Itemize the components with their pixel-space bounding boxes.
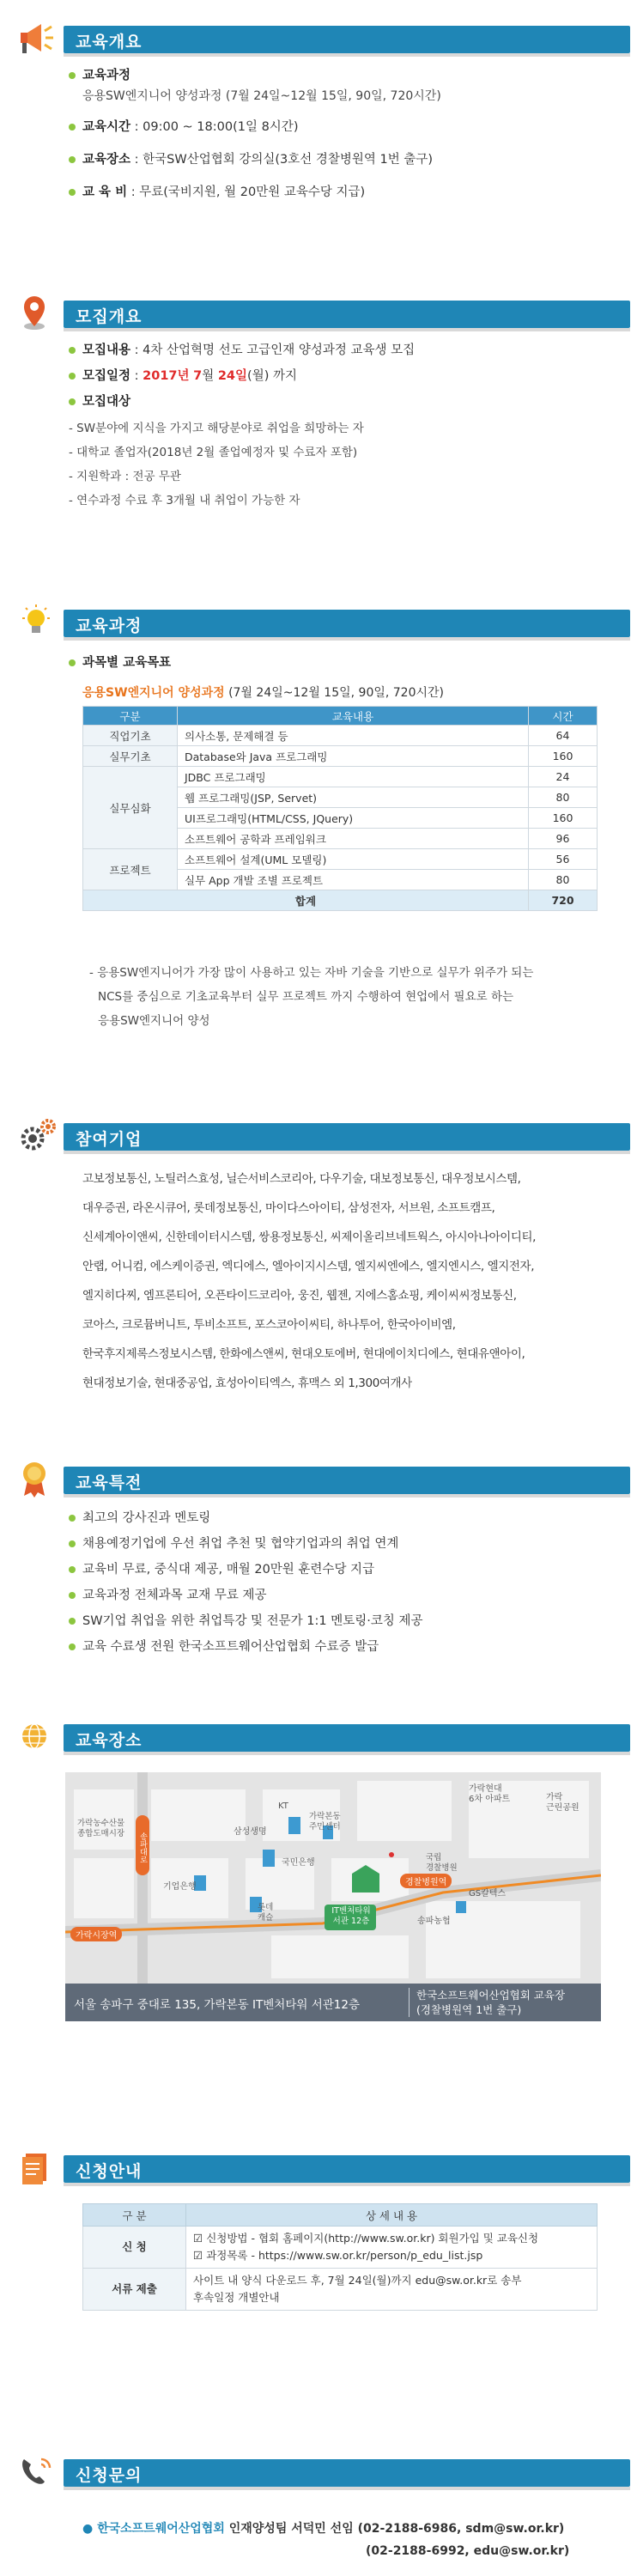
hours-cell: 80: [529, 787, 598, 808]
category-cell: 직업기초: [83, 726, 178, 746]
phone-icon: [15, 2452, 64, 2490]
map-label-garak-apt: 가락현대 6차 아파트: [469, 1784, 511, 1804]
recruit-target-label: 모집대상: [82, 395, 131, 409]
benefits-header: [15, 1460, 616, 1494]
col-header: 구분: [83, 707, 178, 726]
location-title-bar: [64, 1724, 630, 1752]
company-line: 현대정보기술, 현대중공업, 효성아이티엑스, 휴맥스 외 1,300여개사: [82, 1376, 412, 1390]
total-value: 720: [529, 890, 598, 911]
contact-primary: 인재양성팀 서덕민 선임 (02-2188-6986, sdm@sw.or.kr): [224, 2522, 565, 2536]
content-cell: 의사소통, 문제해결 등: [178, 726, 529, 746]
content-cell: 웹 프로그래밍(JSP, Servet): [178, 787, 529, 808]
benefits-title: 교육특전: [76, 1473, 143, 1492]
col-header: 교육내용: [178, 707, 529, 726]
megaphone-icon: [15, 19, 64, 57]
inquiry-title: 신청문의: [76, 2466, 143, 2485]
map-label-industrial: 기업은행: [163, 1882, 197, 1892]
curriculum-header: [15, 603, 616, 637]
curriculum-title-bar: [64, 610, 630, 637]
recruit-title: 모집개요: [76, 307, 143, 326]
note-line: NCS를 중심으로 기초교육부터 실무 프로젝트 까지 수행하여 현업에서 필요로 하는: [98, 990, 514, 1004]
table-row: [83, 2269, 598, 2311]
map-label-samsung: 삼성생명: [234, 1827, 267, 1837]
recruit-title-bar: [64, 301, 630, 328]
location-title: 교육장소: [76, 1731, 143, 1750]
application-header: [15, 2148, 616, 2183]
place-line: (경찰병원역 1번 출구): [416, 2003, 522, 2016]
org-name: 한국소프트웨어산업협회: [97, 2522, 225, 2536]
table-header-row: [83, 707, 598, 726]
contact-line: [82, 2518, 623, 2540]
fee-item: [82, 184, 597, 201]
curriculum-list: [82, 654, 597, 671]
docs-line: 후속일정 개별안내: [193, 2291, 280, 2304]
docs-detail: [186, 2269, 598, 2311]
place-value: : 한국SW산업협회 강의실(3호선 경찰병원역 1번 출구): [130, 153, 434, 167]
target-line: - 지원학과 : 전공 무관: [69, 470, 181, 483]
company-line: 안랩, 어니컴, 에스케이증권, 엑디에스, 엘아이지시스템, 엘지씨엔에스, 엘지엔시스, 엘지전자,: [82, 1260, 535, 1273]
map-label-songpa: 송파농협: [417, 1917, 451, 1926]
company-list: [82, 1164, 606, 1398]
hours-cell: 96: [529, 829, 598, 849]
course-value: 응용SW엔지니어 양성과정 (7월 24일~12월 15일, 90일, 720시간): [82, 89, 441, 103]
recruit-content-value: : 4차 산업혁명 선도 고급인재 양성과정 교육생 모집: [130, 343, 416, 357]
place-label: 교육장소: [82, 153, 131, 167]
table-row: [83, 767, 598, 787]
companies-title-bar: [64, 1123, 630, 1151]
application-table: [82, 2203, 598, 2311]
content-cell: UI프로그래밍(HTML/CSS, JQuery): [178, 808, 529, 829]
course-name: 응용SW엔지니어 양성과정: [82, 686, 225, 700]
medal-icon: [15, 1460, 64, 1498]
benefit-item: 교육비 무료, 중식대 제공, 매월 20만원 훈련수당 지급: [82, 1561, 597, 1578]
company-line: 코아스, 크로뮴버니트, 투비소프트, 포스코아이씨티, 하나투어, 한국아이비엠,: [82, 1318, 456, 1332]
apply-line-text: 과정목록 - https://www.sw.or.kr/person/p_edu_list.jsp: [206, 2249, 483, 2262]
benefit-item: 채용예정기업에 우선 취업 추천 및 협약기업과의 취업 연계: [82, 1535, 597, 1552]
gears-icon: [15, 1116, 64, 1154]
recruit-schedule-month-num: 7: [193, 369, 203, 383]
content-cell: JDBC 프로그래밍: [178, 767, 529, 787]
curriculum-note: [89, 963, 604, 1030]
hours-cell: 160: [529, 746, 598, 767]
benefit-item: SW기업 취업을 위한 취업특강 및 전문가 1:1 멘토링·코칭 제공: [82, 1613, 597, 1630]
hours-cell: 160: [529, 808, 598, 829]
contact-block: [82, 2518, 623, 2562]
map-label-police-hospital: 국립 경찰병원: [426, 1853, 458, 1873]
place-line: 한국소프트웨어산업협회 교육장: [416, 1989, 566, 2002]
recruit-schedule-label: 모집일정: [82, 369, 131, 383]
org-logo-icon: ●: [82, 2522, 94, 2536]
fee-label: 교 육 비: [82, 185, 128, 199]
total-label: 합계: [83, 890, 529, 911]
subject-label: 과목별 교육목표: [82, 656, 172, 670]
col-header: 구 분: [83, 2204, 186, 2227]
location-header: [15, 1717, 616, 1752]
map-label-kt: KT: [278, 1801, 288, 1811]
course-item: [82, 67, 597, 84]
benefit-item: 교육 수료생 전원 한국소프트웨어산업협회 수료증 발급: [82, 1638, 597, 1656]
category-cell: 실무심화: [83, 767, 178, 849]
table-header-row: [83, 2204, 598, 2227]
companies-header: [15, 1116, 616, 1151]
recruit-content-item: [82, 342, 597, 359]
benefits-title-bar: [64, 1467, 630, 1494]
apply-label: 신 청: [83, 2227, 186, 2269]
category-cell: 프로젝트: [83, 849, 178, 890]
contact-secondary: (02-2188-6992, edu@sw.or.kr): [366, 2544, 570, 2558]
apply-detail: [186, 2227, 598, 2269]
content-cell: Database와 Java 프로그래밍: [178, 746, 529, 767]
lightbulb-icon: [15, 603, 64, 641]
recruit-schedule-year: 2017년: [143, 369, 190, 383]
target-line: - 연수과정 수료 후 3개월 내 취업이 가능한 자: [69, 494, 300, 507]
overview-header: [15, 19, 616, 53]
map-pin-icon: [15, 294, 64, 331]
table-row: [83, 746, 598, 767]
docs-line: 사이트 내 양식 다운로드 후, 7월 24일(월)까지 edu@sw.or.kr로 송부: [193, 2274, 522, 2287]
apply-line-text: 신청방법 - 협회 홈페이지(http://www.sw.or.kr) 회원가입 및 교육신청: [206, 2232, 539, 2245]
road-label: 송파대로: [138, 1832, 147, 1863]
map-label-national-bank: 국민은행: [282, 1858, 315, 1868]
map-label-garak-market: 가락농수산물 종합도매시장: [77, 1819, 125, 1838]
recruit-list: [82, 342, 597, 410]
place-text: [409, 1988, 565, 2017]
map-label-garak-park: 가락 근린공원: [546, 1793, 579, 1813]
check-icon: ☑: [193, 2249, 207, 2262]
table-row: [83, 2227, 598, 2269]
map-label-gs: GS칼텍스: [469, 1889, 507, 1899]
company-line: 한국후지제록스정보시스템, 한화에스앤씨, 현대오토에버, 현대에이치디에스, 현대유앤아이,: [82, 1347, 525, 1361]
recruit-header: [15, 294, 616, 328]
content-cell: 소프트웨어 공학과 프레임워크: [178, 829, 529, 849]
application-title: 신청안내: [76, 2162, 143, 2181]
table-row: [83, 726, 598, 746]
inquiry-header: [15, 2452, 616, 2487]
time-value: : 09:00 ~ 18:00(1일 8시간): [130, 120, 299, 134]
map-label-garak-station: 가락시장역: [70, 1927, 122, 1941]
benefit-item: 교육과정 전체과목 교재 무료 제공: [82, 1587, 597, 1604]
overview-list: [82, 67, 597, 201]
company-line: 신세계아이앤씨, 신한데이터시스템, 쌍용정보통신, 씨제이올리브네트웍스, 아시아나아이디티,: [82, 1230, 537, 1244]
benefit-item: 최고의 강사진과 멘토링: [82, 1510, 597, 1527]
map-label-it-venture: IT벤처타워 서관 12층: [331, 1906, 371, 1926]
map-label-garak-office: 가락본동 주민센터: [309, 1812, 341, 1832]
target-line: - 대학교 졸업자(2018년 2월 졸업예정자 및 수료자 포함): [69, 446, 358, 459]
apply-line: [193, 2247, 590, 2264]
col-header: 상 세 내 용: [186, 2204, 598, 2227]
recruit-schedule-rest: (월) 까지: [247, 369, 297, 383]
recruit-schedule-day: 24일: [217, 369, 248, 383]
total-row: [83, 890, 598, 911]
overview-title-bar: [64, 26, 630, 53]
companies-title: 참여기업: [76, 1130, 143, 1149]
table-row: [83, 849, 598, 870]
fee-value: : 무료(국비지원, 월 20만원 교육수당 지급): [127, 185, 366, 199]
check-icon: ☑: [193, 2232, 207, 2245]
recruit-schedule-sep: :: [130, 369, 143, 383]
note-line: - 응용SW엔지니어가 가장 많이 사용하고 있는 자바 기술을 기반으로 실무가 위주가 되는: [89, 966, 534, 980]
place-item: [82, 151, 597, 168]
content-cell: 실무 App 개발 조별 프로젝트: [178, 870, 529, 890]
recruit-content-label: 모집내용: [82, 343, 131, 357]
hours-cell: 80: [529, 870, 598, 890]
course-heading: [82, 683, 444, 701]
company-line: 고보정보통신, 노틸러스효성, 닐슨서비스코리아, 다우기술, 대보정보통신, 대우정보시스템,: [82, 1172, 521, 1186]
category-cell: 실무기초: [83, 746, 178, 767]
subject-item: [82, 654, 597, 671]
hours-cell: 64: [529, 726, 598, 746]
overview-title: 교육개요: [76, 33, 143, 52]
note-line: 응용SW엔지니어 양성: [98, 1014, 210, 1028]
recruit-target-item: [82, 393, 597, 410]
time-label: 교육시간: [82, 120, 131, 134]
curriculum-table: [82, 706, 598, 911]
recruit-schedule-month-unit: 월: [202, 369, 215, 383]
curriculum-title: 교육과정: [76, 617, 143, 635]
company-line: 엘지히다찌, 엠프론티어, 오픈타이드코리아, 웅진, 웹젠, 지에스홈쇼핑, 케이씨씨정보통신,: [82, 1289, 517, 1303]
benefits-list: [82, 1510, 597, 1656]
target-line: - SW분야에 지식을 가지고 해당분야로 취업을 희망하는 자: [69, 422, 364, 435]
course-label: 교육과정: [82, 69, 131, 82]
time-item: [82, 118, 597, 136]
content-cell: 소프트웨어 설계(UML 모델링): [178, 849, 529, 870]
recruit-schedule-item: [82, 368, 597, 385]
course-period: (7월 24일~12월 15일, 90일, 720시간): [224, 686, 445, 700]
map-label-lotte: 롯데 캐슬: [258, 1903, 274, 1923]
hours-cell: 56: [529, 849, 598, 870]
col-header: 시간: [529, 707, 598, 726]
map-label-hospital-station: 경찰병원역: [400, 1874, 452, 1888]
docs-label: 서류 제출: [83, 2269, 186, 2311]
hours-cell: 24: [529, 767, 598, 787]
recruit-target-list: [69, 419, 364, 510]
globe-icon: [15, 1717, 64, 1755]
inquiry-title-bar: [64, 2459, 630, 2487]
address-text: 서울 송파구 중대로 135, 가락본동 IT벤처타워 서관12층: [74, 1998, 360, 2012]
map-caption: [65, 1984, 601, 2021]
document-icon: [15, 2148, 64, 2186]
company-line: 대우증권, 라온시큐어, 롯데정보통신, 마이다스아이티, 삼성전자, 서브원, 소프트캠프,: [82, 1201, 495, 1215]
apply-line: [193, 2230, 590, 2247]
application-title-bar: [64, 2155, 630, 2183]
